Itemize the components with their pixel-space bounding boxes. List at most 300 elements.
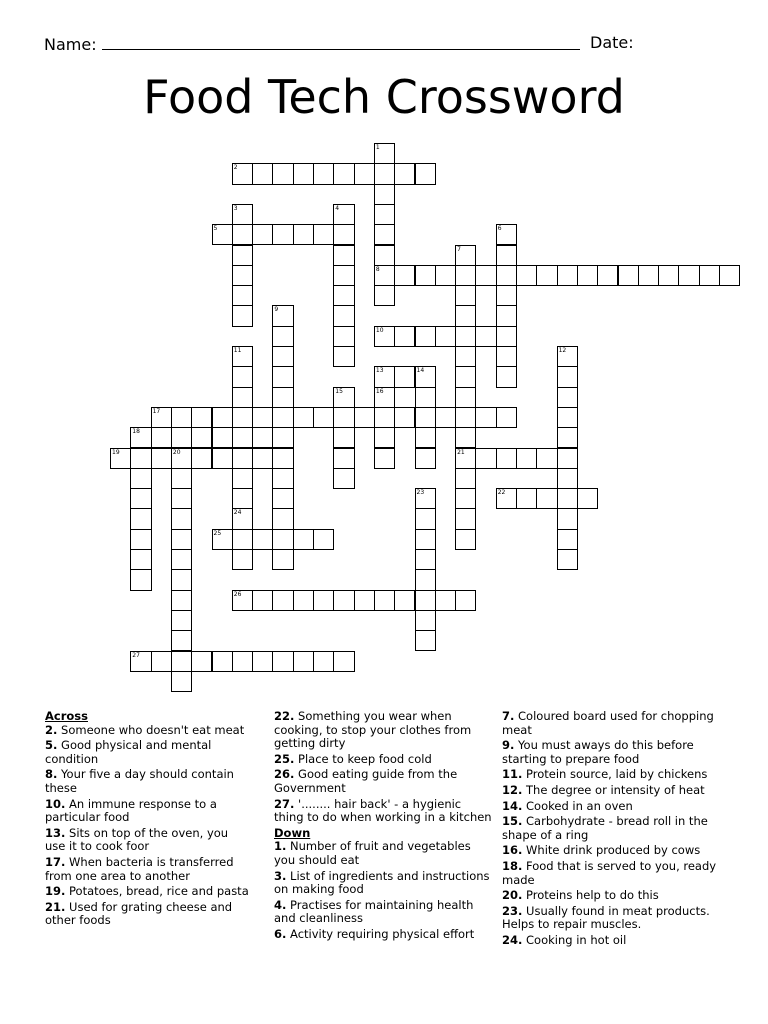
grid-cell[interactable] (293, 163, 314, 184)
grid-cell[interactable] (333, 448, 354, 469)
grid-cell[interactable] (374, 184, 395, 205)
grid-cell[interactable] (394, 326, 415, 347)
grid-cell[interactable] (333, 346, 354, 367)
clue-item (502, 710, 724, 737)
grid-cell[interactable] (191, 448, 212, 469)
clue-item-text: '........ hair back' - a hygienic thing to do when working in a kitchen (274, 796, 492, 825)
grid-cell[interactable] (171, 427, 192, 448)
clue-number: 14 (416, 367, 425, 375)
clue-item (45, 798, 250, 825)
grid-cell[interactable] (333, 468, 354, 489)
grid-cell[interactable] (415, 610, 436, 631)
grid-cell[interactable] (232, 346, 253, 367)
clue-number: 3 (233, 204, 238, 212)
grid-cell[interactable] (455, 468, 476, 489)
grid-cell[interactable] (171, 549, 192, 570)
grid-cell[interactable] (415, 549, 436, 570)
clue-item-number: 24. (502, 932, 523, 947)
clue-number: 23 (416, 489, 425, 497)
grid-cell[interactable] (272, 488, 293, 509)
clue-item-text: Something you wear when cooking, to stop your clothes from getting dirty (274, 709, 472, 751)
grid-cell[interactable] (455, 305, 476, 326)
grid-cell[interactable] (455, 427, 476, 448)
grid-cell[interactable] (272, 427, 293, 448)
clue-item-number: 12. (502, 782, 523, 797)
grid-cell[interactable] (333, 326, 354, 347)
clue-item-text: List of ingredients and instructions on making food (274, 868, 490, 897)
grid-cell[interactable] (455, 407, 476, 428)
clue-item-text: White drink produced by cows (522, 843, 701, 858)
clue-item-text: Protein source, laid by chickens (522, 767, 708, 782)
grid-cell[interactable] (516, 488, 537, 509)
clue-item-number: 2. (45, 722, 58, 737)
clue-item-number: 19. (45, 884, 66, 899)
date-field (590, 33, 634, 52)
grid-cell[interactable] (272, 448, 293, 469)
grid-cell[interactable] (374, 204, 395, 225)
grid-cell[interactable] (415, 488, 436, 509)
grid-cell[interactable] (415, 569, 436, 590)
clue-item-text: Good eating guide from the Government (274, 767, 458, 795)
grid-cell[interactable] (151, 407, 172, 428)
grid-cell[interactable] (293, 590, 314, 611)
clue-item-number: 15. (502, 814, 523, 829)
grid-cell[interactable] (272, 387, 293, 408)
grid-cell[interactable] (618, 265, 639, 286)
grid-cell[interactable] (496, 265, 517, 286)
name-field (44, 33, 580, 54)
grid-cell[interactable] (455, 245, 476, 266)
clue-item-number: 4. (274, 897, 287, 912)
grid-cell[interactable] (272, 651, 293, 672)
clue-item (274, 798, 494, 825)
grid-cell[interactable] (374, 163, 395, 184)
grid-cell[interactable] (272, 305, 293, 326)
page-title: Food Tech Crossword (143, 70, 625, 124)
grid-cell[interactable] (374, 427, 395, 448)
grid-cell[interactable] (394, 163, 415, 184)
clue-item (502, 905, 724, 932)
grid-cell[interactable] (272, 508, 293, 529)
grid-cell[interactable] (313, 529, 334, 550)
grid-cell[interactable] (374, 143, 395, 164)
grid-cell[interactable] (638, 265, 659, 286)
clues-column-1 (45, 710, 250, 930)
name-line[interactable] (102, 33, 580, 50)
grid-cell[interactable] (232, 366, 253, 387)
clue-item-number: 9. (502, 738, 515, 753)
clue-item (274, 928, 494, 942)
clue-number: 1 (375, 144, 380, 151)
grid-cell[interactable] (374, 326, 395, 347)
grid-cell[interactable] (496, 488, 517, 509)
grid-cell[interactable] (191, 427, 212, 448)
grid-cell[interactable] (333, 305, 354, 326)
grid-cell[interactable] (455, 387, 476, 408)
grid-cell[interactable] (435, 407, 456, 428)
grid-cell[interactable] (130, 549, 151, 570)
grid-cell[interactable] (232, 387, 253, 408)
grid-cell[interactable] (415, 366, 436, 387)
name-label: Name: (44, 35, 97, 54)
grid-cell[interactable] (110, 448, 131, 469)
grid-cell[interactable] (475, 448, 496, 469)
grid-cell[interactable] (455, 448, 476, 469)
grid-cell[interactable] (232, 508, 253, 529)
clue-number: 26 (233, 590, 242, 598)
grid-cell[interactable] (171, 671, 192, 692)
grid-cell[interactable] (171, 508, 192, 529)
grid-cell[interactable] (272, 163, 293, 184)
grid-cell[interactable] (171, 468, 192, 489)
grid-cell[interactable] (374, 366, 395, 387)
grid-cell[interactable] (557, 468, 578, 489)
grid-cell[interactable] (333, 163, 354, 184)
clue-number: 15 (335, 387, 343, 395)
clue-item (45, 827, 250, 854)
grid-cell[interactable] (171, 610, 192, 631)
grid-cell[interactable] (374, 448, 395, 469)
grid-cell[interactable] (272, 326, 293, 347)
clue-item (274, 753, 494, 767)
grid-cell[interactable] (232, 204, 253, 225)
grid-cell[interactable] (293, 224, 314, 245)
grid-cell[interactable] (130, 529, 151, 550)
grid-cell[interactable] (272, 346, 293, 367)
grid-cell[interactable] (252, 651, 273, 672)
clue-item (502, 889, 724, 903)
grid-cell[interactable] (191, 651, 212, 672)
grid-cell[interactable] (435, 590, 456, 611)
clue-item-text: Usually found in meat products. Helps to repair muscles. (502, 903, 710, 932)
grid-cell[interactable] (333, 387, 354, 408)
grid-cell[interactable] (374, 285, 395, 306)
grid-cell[interactable] (536, 488, 557, 509)
grid-cell[interactable] (171, 448, 192, 469)
clue-item (274, 840, 494, 867)
clue-number: 13 (375, 367, 384, 375)
grid-cell[interactable] (557, 265, 578, 286)
grid-cell[interactable] (658, 265, 679, 286)
clue-item-number: 25. (274, 751, 295, 766)
clue-number: 2 (233, 164, 238, 172)
grid-cell[interactable] (557, 346, 578, 367)
clue-item (45, 739, 250, 766)
grid-cell[interactable] (171, 590, 192, 611)
grid-cell[interactable] (171, 488, 192, 509)
grid-cell[interactable] (415, 265, 436, 286)
grid-cell[interactable] (130, 468, 151, 489)
grid-cell[interactable] (232, 549, 253, 570)
grid-cell[interactable] (313, 651, 334, 672)
grid-cell[interactable] (415, 326, 436, 347)
grid-cell[interactable] (455, 488, 476, 509)
grid-cell[interactable] (475, 265, 496, 286)
clue-item (502, 768, 724, 782)
grid-cell[interactable] (293, 407, 314, 428)
grid-cell[interactable] (496, 407, 517, 428)
grid-cell[interactable] (496, 245, 517, 266)
grid-cell[interactable] (212, 224, 233, 245)
clue-number: 7 (457, 245, 461, 253)
clue-item-text: Place to keep food cold (294, 751, 432, 766)
grid-cell[interactable] (130, 508, 151, 529)
clue-item-text: The degree or intensity of heat (522, 782, 705, 797)
clue-item-text: Cooking in hot oil (522, 932, 627, 947)
clue-item-number: 1. (274, 839, 287, 854)
grid-cell[interactable] (272, 529, 293, 550)
clue-number: 10 (375, 326, 384, 334)
clue-item-text: Good physical and mental condition (45, 738, 212, 766)
clue-number: 21 (457, 448, 465, 456)
grid-cell[interactable] (516, 448, 537, 469)
grid-cell[interactable] (130, 651, 151, 672)
grid-cell[interactable] (557, 366, 578, 387)
grid-cell[interactable] (151, 448, 172, 469)
grid-cell[interactable] (333, 265, 354, 286)
grid-cell[interactable] (232, 468, 253, 489)
grid-cell[interactable] (415, 630, 436, 651)
grid-cell[interactable] (577, 265, 598, 286)
grid-cell[interactable] (232, 245, 253, 266)
clue-item-number: 26. (274, 767, 295, 782)
grid-cell[interactable] (557, 488, 578, 509)
clue-number: 12 (558, 347, 567, 354)
clue-item (45, 768, 250, 795)
grid-cell[interactable] (272, 549, 293, 570)
grid-cell[interactable] (333, 204, 354, 225)
grid-cell[interactable] (212, 407, 233, 428)
grid-cell[interactable] (496, 326, 517, 347)
grid-cell[interactable] (435, 265, 456, 286)
grid-cell[interactable] (252, 590, 273, 611)
grid-cell[interactable] (415, 529, 436, 550)
grid-cell[interactable] (252, 529, 273, 550)
grid-cell[interactable] (455, 265, 476, 286)
clue-number: 6 (497, 225, 502, 233)
grid-cell[interactable] (333, 224, 354, 245)
clue-item-text: Someone who doesn't eat meat (57, 722, 245, 737)
grid-cell[interactable] (252, 224, 273, 245)
grid-cell[interactable] (374, 265, 395, 286)
grid-cell[interactable] (475, 326, 496, 347)
grid-cell[interactable] (272, 468, 293, 489)
grid-cell[interactable] (232, 265, 253, 286)
grid-cell[interactable] (496, 224, 517, 245)
grid-cell[interactable] (516, 265, 537, 286)
grid-cell[interactable] (171, 529, 192, 550)
grid-cell[interactable] (557, 407, 578, 428)
clue-item-text: You must aways do this before starting to prepare food (502, 738, 694, 766)
clue-item-text: When bacteria is transferred from one area to another (45, 854, 234, 883)
grid-cell[interactable] (293, 651, 314, 672)
clue-item-text: Sits on top of the oven, you use it to cook foor (45, 825, 229, 854)
grid-cell[interactable] (536, 265, 557, 286)
clue-item-number: 6. (274, 926, 287, 941)
clue-item-number: 23. (502, 903, 523, 918)
grid-cell[interactable] (354, 407, 375, 428)
grid-cell[interactable] (232, 305, 253, 326)
clue-item (274, 899, 494, 926)
across-heading: Across (45, 709, 88, 723)
grid-cell[interactable] (455, 529, 476, 550)
grid-cell[interactable] (354, 163, 375, 184)
grid-cell[interactable] (293, 529, 314, 550)
clue-number: 27 (132, 651, 140, 659)
grid-cell[interactable] (374, 387, 395, 408)
grid-cell[interactable] (130, 427, 151, 448)
grid-cell[interactable] (415, 590, 436, 611)
grid-cell[interactable] (699, 265, 720, 286)
grid-cell[interactable] (415, 407, 436, 428)
clue-item-text: Potatoes, bread, rice and pasta (65, 884, 249, 899)
grid-cell[interactable] (232, 163, 253, 184)
grid-cell[interactable] (313, 407, 334, 428)
clue-number: 22 (497, 489, 506, 497)
grid-cell[interactable] (557, 549, 578, 570)
grid-cell[interactable] (455, 590, 476, 611)
clue-item-text: Proteins help to do this (522, 888, 659, 903)
grid-cell[interactable] (374, 224, 395, 245)
clue-item (502, 800, 724, 814)
grid-cell[interactable] (374, 407, 395, 428)
clue-item (45, 724, 250, 738)
grid-cell[interactable] (232, 651, 253, 672)
grid-cell[interactable] (496, 448, 517, 469)
clue-item (45, 885, 250, 899)
grid-cell[interactable] (374, 245, 395, 266)
grid-cell[interactable] (333, 407, 354, 428)
grid-cell[interactable] (171, 569, 192, 590)
grid-cell[interactable] (455, 326, 476, 347)
grid-cell[interactable] (415, 427, 436, 448)
grid-cell[interactable] (272, 366, 293, 387)
grid-cell[interactable] (455, 346, 476, 367)
grid-cell[interactable] (374, 590, 395, 611)
clue-item-number: 21. (45, 899, 66, 914)
grid-cell[interactable] (232, 590, 253, 611)
grid-cell[interactable] (232, 285, 253, 306)
grid-cell[interactable] (394, 366, 415, 387)
clue-item (502, 784, 724, 798)
grid-cell[interactable] (333, 651, 354, 672)
grid-cell[interactable] (212, 529, 233, 550)
grid-cell[interactable] (171, 630, 192, 651)
grid-cell[interactable] (557, 508, 578, 529)
grid-cell[interactable] (394, 590, 415, 611)
grid-cell[interactable] (354, 590, 375, 611)
grid-cell[interactable] (130, 488, 151, 509)
grid-cell[interactable] (313, 590, 334, 611)
grid-cell[interactable] (151, 427, 172, 448)
grid-cell[interactable] (415, 387, 436, 408)
grid-cell[interactable] (272, 224, 293, 245)
grid-cell[interactable] (313, 163, 334, 184)
grid-cell[interactable] (232, 488, 253, 509)
clue-item-text: Your five a day should contain these (45, 767, 234, 795)
grid-cell[interactable] (151, 651, 172, 672)
grid-cell[interactable] (313, 224, 334, 245)
grid-cell[interactable] (333, 245, 354, 266)
grid-cell[interactable] (557, 427, 578, 448)
grid-cell[interactable] (212, 427, 233, 448)
grid-cell[interactable] (171, 651, 192, 672)
grid-cell[interactable] (455, 285, 476, 306)
grid-cell[interactable] (272, 407, 293, 428)
grid-cell[interactable] (212, 448, 233, 469)
grid-cell[interactable] (475, 407, 496, 428)
clue-item-number: 20. (502, 888, 523, 903)
grid-cell[interactable] (394, 407, 415, 428)
grid-cell[interactable] (252, 448, 273, 469)
grid-cell[interactable] (557, 448, 578, 469)
grid-cell[interactable] (415, 448, 436, 469)
clue-item-number: 16. (502, 843, 523, 858)
clue-item (274, 870, 494, 897)
grid-cell[interactable] (496, 305, 517, 326)
grid-cell[interactable] (719, 265, 740, 286)
grid-cell[interactable] (496, 366, 517, 387)
grid-cell[interactable] (191, 407, 212, 428)
clue-item-text: Food that is served to you, ready made (502, 858, 717, 887)
grid-cell[interactable] (577, 488, 598, 509)
grid-cell[interactable] (232, 407, 253, 428)
grid-cell[interactable] (252, 427, 273, 448)
grid-cell[interactable] (232, 448, 253, 469)
clue-item (274, 768, 494, 795)
grid-cell[interactable] (252, 407, 273, 428)
grid-cell[interactable] (232, 224, 253, 245)
clue-item (502, 934, 724, 948)
grid-cell[interactable] (496, 346, 517, 367)
clue-item-text: Used for grating cheese and other foods (45, 899, 233, 928)
grid-cell[interactable] (333, 285, 354, 306)
grid-cell[interactable] (212, 651, 233, 672)
grid-cell[interactable] (130, 569, 151, 590)
grid-cell[interactable] (496, 285, 517, 306)
grid-cell[interactable] (394, 265, 415, 286)
clue-item-number: 14. (502, 798, 523, 813)
grid-cell[interactable] (130, 448, 151, 469)
grid-cell[interactable] (557, 387, 578, 408)
clue-item-number: 8. (45, 767, 58, 782)
grid-cell[interactable] (415, 163, 436, 184)
clue-item (502, 815, 724, 842)
clue-item-number: 13. (45, 825, 66, 840)
grid-cell[interactable] (272, 590, 293, 611)
clue-item-number: 5. (45, 738, 58, 753)
clue-number: 19 (112, 448, 120, 456)
grid-cell[interactable] (678, 265, 699, 286)
grid-cell[interactable] (455, 366, 476, 387)
clue-item-text: Coloured board used for chopping meat (502, 709, 714, 737)
grid-cell[interactable] (415, 508, 436, 529)
clue-item-number: 7. (502, 709, 515, 723)
grid-cell[interactable] (252, 163, 273, 184)
grid-cell[interactable] (557, 529, 578, 550)
grid-cell[interactable] (232, 427, 253, 448)
clue-item (502, 739, 724, 766)
grid-cell[interactable] (597, 265, 618, 286)
grid-cell[interactable] (232, 529, 253, 550)
grid-cell[interactable] (333, 590, 354, 611)
grid-cell[interactable] (333, 427, 354, 448)
grid-cell[interactable] (171, 407, 192, 428)
grid-cell[interactable] (536, 448, 557, 469)
grid-cell[interactable] (455, 508, 476, 529)
grid-cell[interactable] (435, 326, 456, 347)
clue-item-number: 27. (274, 796, 295, 811)
